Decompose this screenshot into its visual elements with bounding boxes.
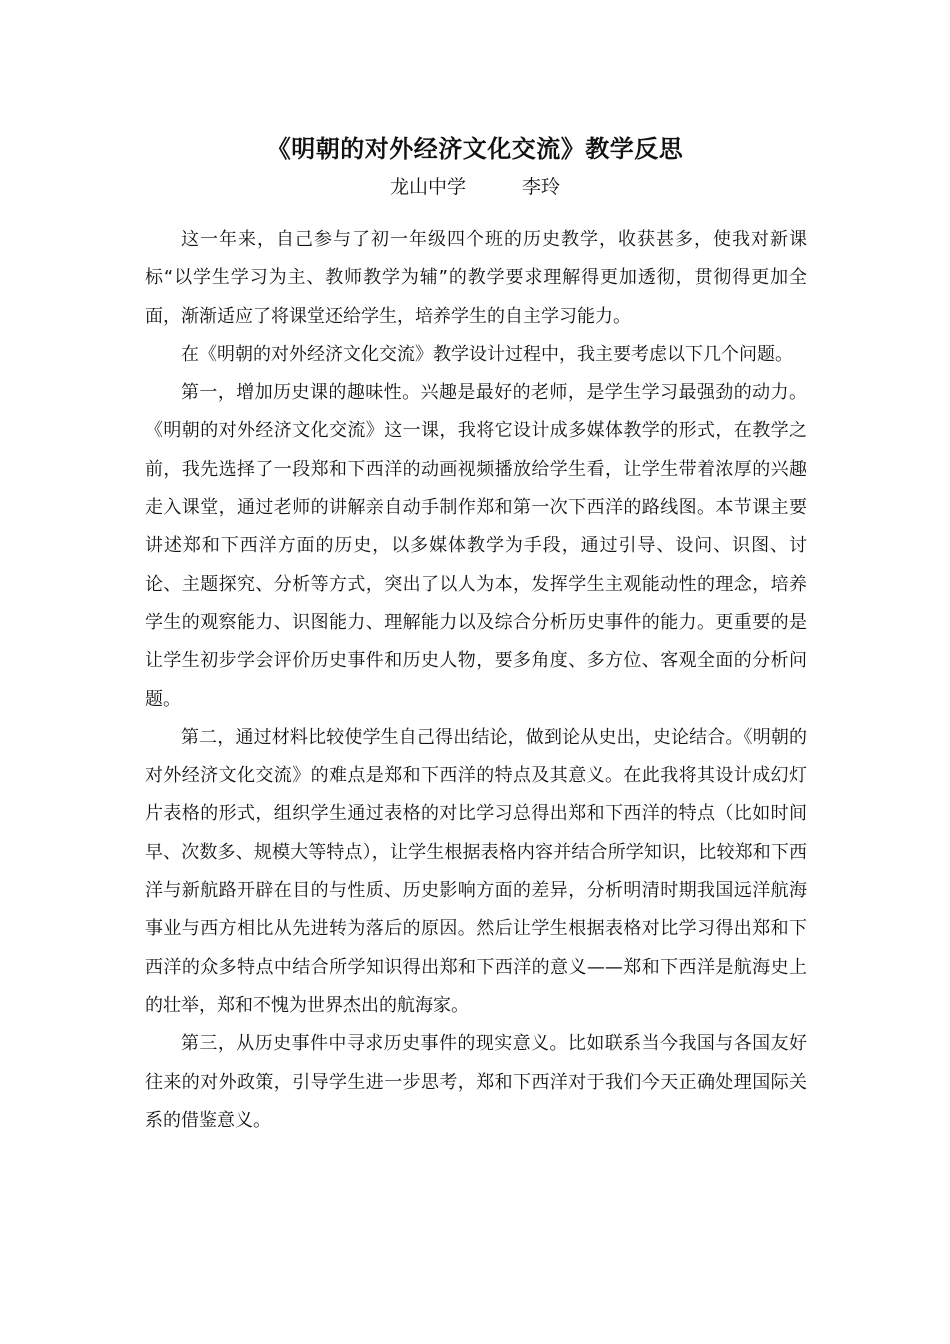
- byline-school: 龙山中学: [389, 176, 466, 198]
- document-body: [145, 221, 807, 1140]
- paragraph-overview: 在《明朝的对外经济文化交流》教学设计过程中，我主要考虑以下几个问题。: [181, 343, 793, 365]
- paragraph-point-three: 第三，从历史事件中寻求历史事件的现实意义。比如联系当今我国与各国友好往来的对外政策，引导学生进一步思考，郑和下西洋对于我们今天正确处理国际关系的借鉴意义。: [145, 1033, 807, 1131]
- paragraph-point-two: 第二，通过材料比较使学生自己得出结论，做到论从史出，史论结合。《明朝的对外经济文化交流》的难点是郑和下西洋的特点及其意义。在此我将其设计成幻灯片表格的形式，组织学生通过表格的对比学习总得出郑和下西洋的特点（比如时间早、次数多、规模大等特点），让学生根据表格内容并结合所学知识，比较郑和下西洋与新航路开辟在目的与性质、历史影响方面的差异，分析明清时期我国远洋航海事业与西方相比从先进转为落后的原因。然后让学生根据表格对比学习得出郑和下西洋的众多特点中结合所学知识得出郑和下西洋的意义——郑和下西洋是航海史上的壮举，郑和不愧为世界杰出的航海家。: [145, 726, 807, 1016]
- byline: [0, 173, 950, 201]
- byline-author: 李玲: [522, 176, 561, 198]
- paragraph-point-one: 第一，增加历史课的趣味性。兴趣是最好的老师，是学生学习最强劲的动力。《明朝的对外经济文化交流》这一课，我将它设计成多媒体教学的形式，在教学之前，我先选择了一段郑和下西洋的动画视频播放给学生看，让学生带着浓厚的兴趣走入课堂，通过老师的讲解亲自动手制作郑和第一次下西洋的路线图。本节课主要讲述郑和下西洋方面的历史，以多媒体教学为手段，通过引导、设问、识图、讨论、主题探究、分析等方式，突出了以人为本，发挥学生主观能动性的理念，培养学生的观察能力、识图能力、理解能力以及综合分析历史事件的能力。更重要的是让学生初步学会评价历史事件和历史人物，要多角度、多方位、客观全面的分析问题。: [145, 382, 807, 710]
- paragraph-intro: 这一年来，自己参与了初一年级四个班的历史教学，收获甚多，使我对新课标“以学生学习为主、教师教学为辅”的教学要求理解得更加透彻，贯彻得更加全面，渐渐适应了将课堂还给学生，培养学生的自主学习能力。: [145, 229, 807, 327]
- document-title: 《明朝的对外经济文化交流》教学反思: [266, 135, 684, 163]
